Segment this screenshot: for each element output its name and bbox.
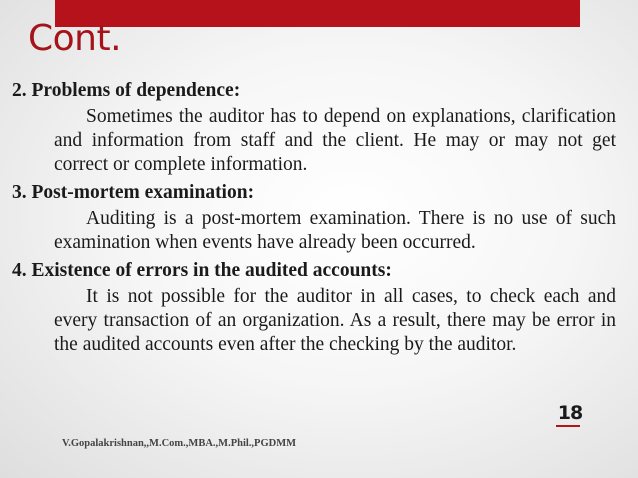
section-heading-post-mortem: 3. Post-mortem examination:: [12, 182, 255, 203]
section-heading-errors: 4. Existence of errors in the audited accounts:: [12, 260, 392, 281]
top-accent-bar: [55, 0, 580, 27]
slide-title: Cont.: [28, 18, 122, 59]
author-footer: V.Gopalakrishnan,,M.Com.,MBA.,M.Phil.,PGDMM: [62, 438, 297, 449]
slide-content: [12, 79, 616, 357]
section-heading-dependence: 2. Problems of dependence:: [12, 80, 241, 101]
page-number-underline: [556, 425, 580, 427]
section-body-post-mortem: Auditing is a post-mortem examination. There is no use of such examination when events have already been occurred.: [54, 208, 616, 253]
page-number: 18: [557, 402, 583, 424]
section-body-dependence: Sometimes the auditor has to depend on explanations, clarification and information from staff and the client. He may or may not get correct or complete information.: [54, 106, 616, 175]
section-body-errors: It is not possible for the auditor in all cases, to check each and every transaction of an organization. As a result, there may be error in the audited accounts even after the checking by the auditor.: [54, 286, 616, 355]
